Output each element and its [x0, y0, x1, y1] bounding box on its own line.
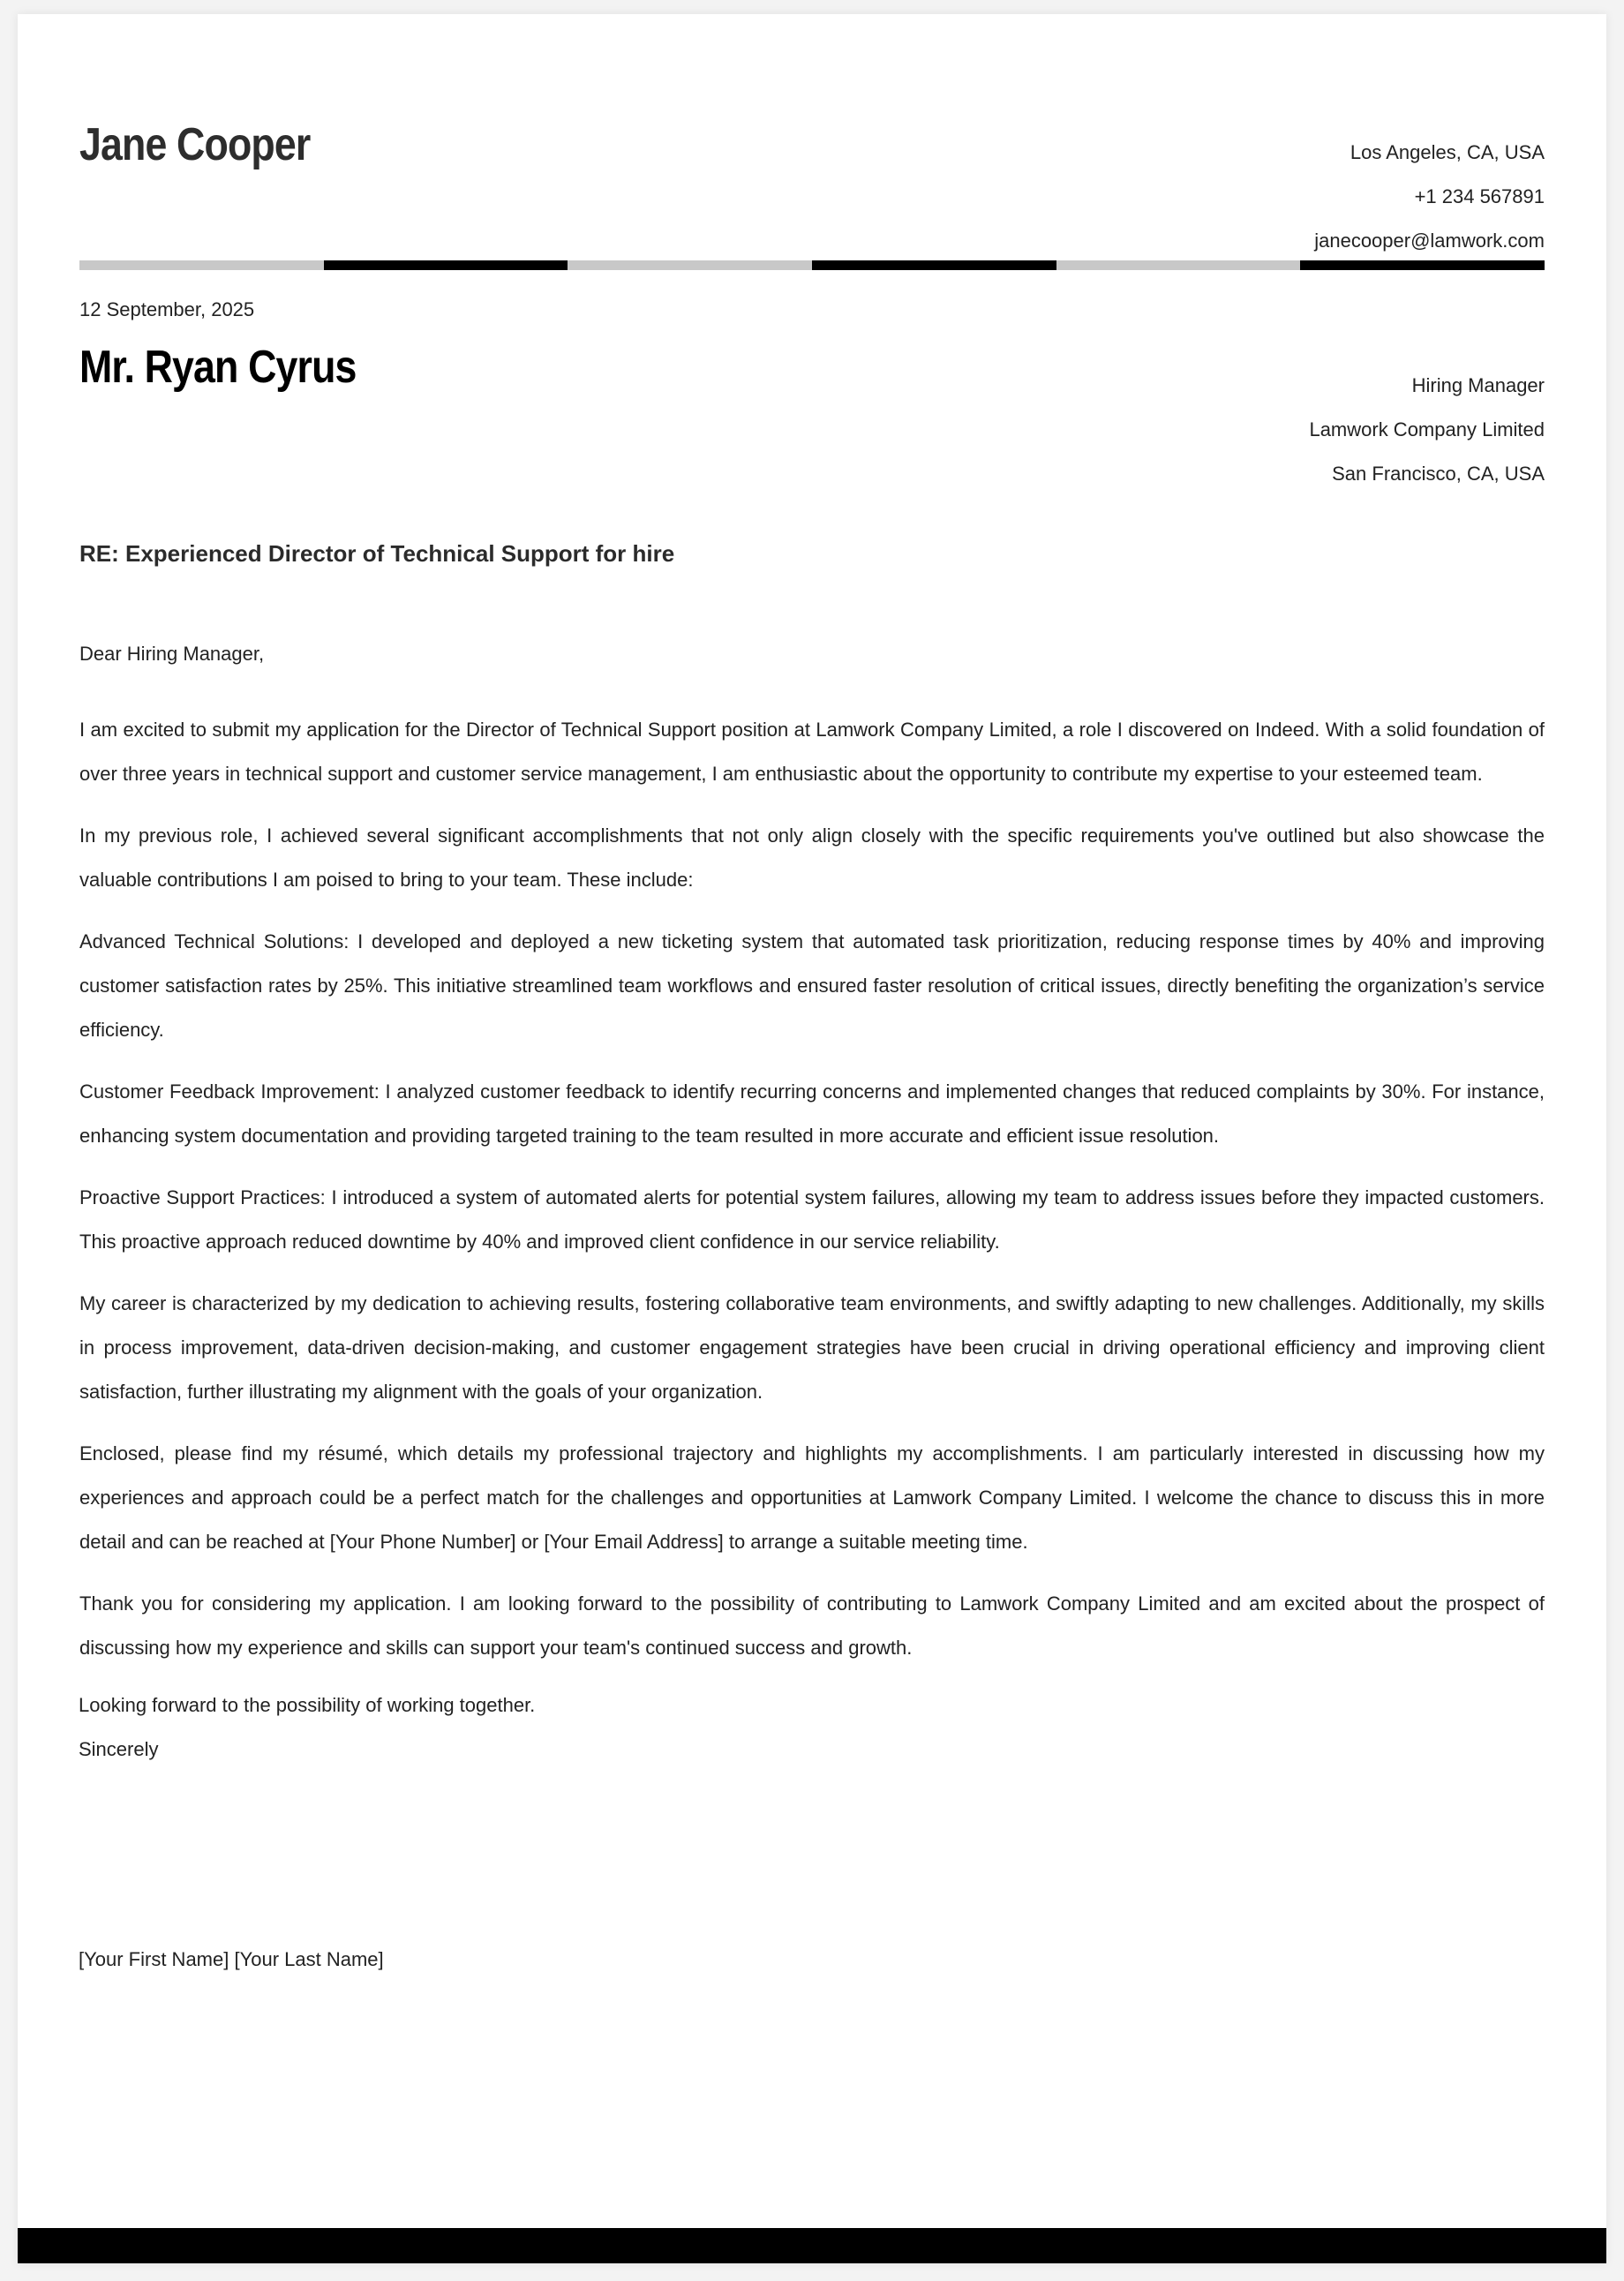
recipient-company: Lamwork Company Limited: [1309, 418, 1545, 440]
divider-segment: [324, 260, 568, 270]
letter-date: 12 September, 2025: [79, 298, 255, 320]
divider-segment: [812, 260, 1056, 270]
body-paragraph: Thank you for considering my application. I am looking forward to the possibility of contributing to Lamwork Company Limited and am excited about the prospect of discussing how my experience and skills can support your team's continued success and growth.: [79, 1592, 1545, 1659]
signature: [Your First Name] [Your Last Name]: [79, 1948, 384, 1970]
salutation: Dear Hiring Manager,: [79, 643, 265, 665]
sender-name: Jane Cooper: [79, 119, 311, 170]
sender-email: janecooper@lamwork.com: [1314, 230, 1545, 252]
closing: [79, 1683, 535, 1772]
sender-contact: [1314, 131, 1545, 263]
divider-segment: [79, 260, 324, 270]
body-paragraph: Advanced Technical Solutions: I developed and deployed a new ticketing system that automated task prioritization, reducing response times by 40% and improving customer satisfaction rates by 25%. This initiative streamlined team workflows and ensured faster resolution of critical issues, directly benefiting the organization’s service efficiency.: [79, 930, 1545, 1041]
header-divider: [79, 260, 1545, 270]
divider-segment: [568, 260, 812, 270]
closing-signoff: Sincerely: [79, 1738, 159, 1760]
letter-page: [18, 14, 1606, 2263]
body-paragraph: In my previous role, I achieved several significant accomplishments that not only align closely with the specific requirements you've outlined but also showcase the valuable contributions I am poised to bring to your team. These include:: [79, 824, 1545, 891]
body-paragraph: My career is characterized by my dedication to achieving results, fostering collaborative team environments, and swiftly adapting to new challenges. Additionally, my skills in process improvement, data-driven decision-making, and customer engagement strategies have been crucial in driving operational efficiency and improving client satisfaction, further illustrating my alignment with the goals of your organization.: [79, 1292, 1545, 1403]
body-paragraph: Proactive Support Practices: I introduced a system of automated alerts for potential system failures, allowing my team to address issues before they impacted customers. This proactive approach reduced downtime by 40% and improved client confidence in our service reliability.: [79, 1186, 1545, 1253]
divider-segment: [1300, 260, 1545, 270]
footer-bar: [18, 2228, 1606, 2263]
body-paragraph: Enclosed, please find my résumé, which details my professional trajectory and highlights my accomplishments. I am particularly interested in discussing how my experiences and approach could be a perfect match for the challenges and opportunities at Lamwork Company Limited. I welcome the chance to discuss this in more detail and can be reached at [Your Phone Number] or [Your Email Address] to arrange a suitable meeting time.: [79, 1442, 1545, 1553]
recipient-info: [1309, 364, 1545, 496]
letter-subject: RE: Experienced Director of Technical Support for hire: [79, 540, 675, 567]
divider-segment: [1056, 260, 1301, 270]
recipient-location: San Francisco, CA, USA: [1332, 463, 1545, 485]
letter-body: [79, 708, 1545, 1688]
recipient-name: Mr. Ryan Cyrus: [79, 342, 357, 393]
body-paragraph: Customer Feedback Improvement: I analyzed customer feedback to identify recurring concerns and implemented changes that reduced complaints by 30%. For instance, enhancing system documentation and providing targeted training to the team resulted in more accurate and efficient issue resolution.: [79, 1080, 1545, 1147]
sender-location: Los Angeles, CA, USA: [1350, 141, 1545, 163]
body-paragraph: I am excited to submit my application for the Director of Technical Support position at Lamwork Company Limited, a role I discovered on Indeed. With a solid foundation of over three years in technical support and customer service management, I am enthusiastic about the opportunity to contribute my expertise to your esteemed team.: [79, 719, 1545, 785]
sender-phone: +1 234 567891: [1414, 185, 1545, 207]
recipient-title: Hiring Manager: [1411, 374, 1545, 396]
closing-line: Looking forward to the possibility of working together.: [79, 1694, 536, 1716]
